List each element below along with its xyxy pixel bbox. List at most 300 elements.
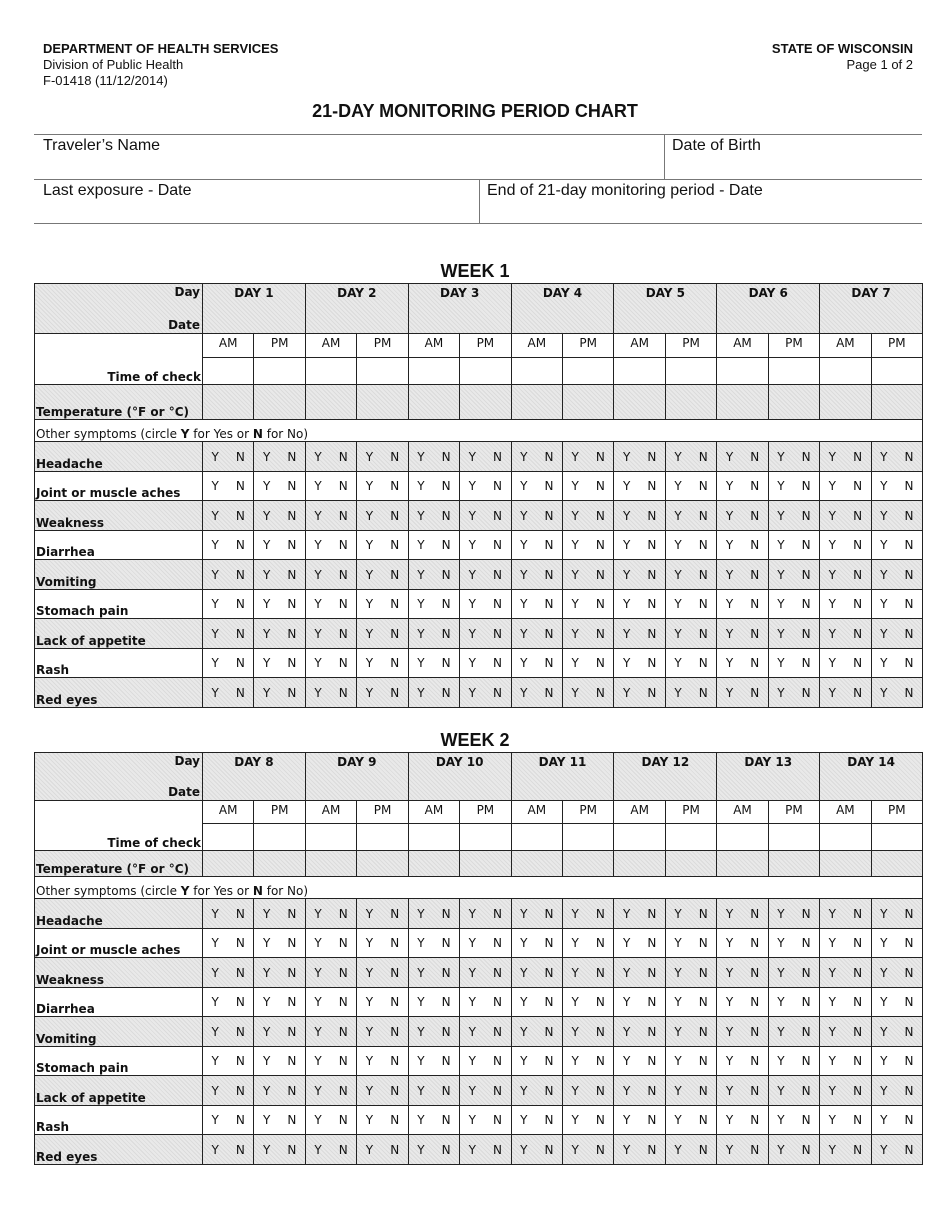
symptom-yes-no-cell[interactable] [254,619,305,649]
symptom-yes-no-cell[interactable] [203,1105,254,1135]
yes-option[interactable]: Y [262,656,271,671]
yes-option[interactable]: Y [417,538,425,553]
symptom-yes-no-cell[interactable] [203,648,254,678]
yes-option[interactable]: Y [828,1142,837,1157]
no-option[interactable]: N [750,626,760,641]
temperature-input[interactable] [254,851,305,877]
symptom-yes-no-cell[interactable] [871,619,922,649]
symptom-yes-no-cell[interactable] [665,1076,716,1106]
symptom-yes-no-cell[interactable] [203,899,254,929]
no-option[interactable]: N [338,538,348,553]
yes-option[interactable]: Y [725,685,734,700]
symptom-yes-no-cell[interactable] [357,619,408,649]
no-option[interactable]: N [853,508,863,523]
symptom-yes-no-cell[interactable] [871,678,922,708]
time-of-check-input[interactable] [820,824,871,851]
symptom-yes-no-cell[interactable] [614,678,665,708]
no-option[interactable]: N [287,567,297,582]
symptom-yes-no-cell[interactable] [871,1076,922,1106]
day-header[interactable]: DAY 13 [717,753,820,801]
symptom-yes-no-cell[interactable] [665,442,716,472]
symptom-yes-no-cell[interactable] [305,987,356,1017]
no-option[interactable]: N [904,1054,914,1069]
symptom-yes-no-cell[interactable] [614,501,665,531]
temperature-input[interactable] [820,385,871,420]
symptom-yes-no-cell[interactable] [871,1017,922,1047]
yes-option[interactable]: Y [828,1083,837,1098]
no-option[interactable]: N [493,479,503,494]
yes-option[interactable]: Y [622,906,631,921]
symptom-yes-no-cell[interactable] [357,1105,408,1135]
symptom-yes-no-cell[interactable] [563,589,614,619]
no-option[interactable]: N [801,567,811,582]
yes-option[interactable]: Y [417,685,425,700]
yes-option[interactable]: Y [674,479,682,494]
yes-option[interactable]: Y [520,1113,528,1128]
symptom-yes-no-cell[interactable] [563,530,614,560]
no-option[interactable]: N [338,685,348,700]
yes-option[interactable]: Y [880,995,888,1010]
symptom-yes-no-cell[interactable] [203,1017,254,1047]
yes-option[interactable]: Y [828,597,837,612]
no-option[interactable]: N [698,1024,708,1039]
symptom-yes-no-cell[interactable] [357,958,408,988]
day-header[interactable]: DAY 4 [511,284,614,334]
symptom-yes-no-cell[interactable] [511,1076,562,1106]
yes-option[interactable]: Y [365,685,374,700]
no-option[interactable]: N [287,1083,297,1098]
no-option[interactable]: N [750,995,760,1010]
symptom-yes-no-cell[interactable] [717,619,768,649]
symptom-yes-no-cell[interactable] [871,1046,922,1076]
no-option[interactable]: N [853,1024,863,1039]
yes-option[interactable]: Y [417,1083,425,1098]
no-option[interactable]: N [441,965,451,980]
yes-option[interactable]: Y [674,1142,682,1157]
yes-option[interactable]: Y [725,656,734,671]
time-of-check-input[interactable] [357,824,408,851]
yes-option[interactable]: Y [468,1024,476,1039]
temperature-input[interactable] [357,385,408,420]
time-of-check-input[interactable] [254,358,305,385]
time-of-check-input[interactable] [665,358,716,385]
no-option[interactable]: N [801,1113,811,1128]
no-option[interactable]: N [287,656,297,671]
yes-option[interactable]: Y [674,538,682,553]
symptom-yes-no-cell[interactable] [768,1017,819,1047]
symptom-yes-no-cell[interactable] [614,648,665,678]
symptom-yes-no-cell[interactable] [717,1046,768,1076]
yes-option[interactable]: Y [520,1083,528,1098]
symptom-yes-no-cell[interactable] [871,589,922,619]
yes-option[interactable]: Y [674,906,682,921]
yes-option[interactable]: Y [880,567,888,582]
symptom-yes-no-cell[interactable] [665,619,716,649]
yes-option[interactable]: Y [468,906,476,921]
no-option[interactable]: N [235,936,245,951]
yes-option[interactable]: Y [777,538,785,553]
yes-option[interactable]: Y [571,449,579,464]
yes-option[interactable]: Y [622,538,631,553]
symptom-yes-no-cell[interactable] [717,560,768,590]
symptom-yes-no-cell[interactable] [305,899,356,929]
yes-option[interactable]: Y [314,508,322,523]
yes-option[interactable]: Y [365,597,374,612]
symptom-yes-no-cell[interactable] [820,501,871,531]
symptom-yes-no-cell[interactable] [357,899,408,929]
no-option[interactable]: N [544,906,554,921]
no-option[interactable]: N [235,995,245,1010]
yes-option[interactable]: Y [314,965,322,980]
symptom-yes-no-cell[interactable] [871,501,922,531]
symptom-yes-no-cell[interactable] [305,648,356,678]
yes-option[interactable]: Y [674,508,682,523]
no-option[interactable]: N [338,1113,348,1128]
yes-option[interactable]: Y [880,685,888,700]
no-option[interactable]: N [801,995,811,1010]
no-option[interactable]: N [287,965,297,980]
symptom-yes-no-cell[interactable] [820,1046,871,1076]
time-of-check-input[interactable] [511,358,562,385]
no-option[interactable]: N [853,1142,863,1157]
no-option[interactable]: N [441,1113,451,1128]
symptom-yes-no-cell[interactable] [665,501,716,531]
no-option[interactable]: N [390,656,400,671]
symptom-yes-no-cell[interactable] [768,471,819,501]
yes-option[interactable]: Y [725,479,734,494]
temperature-input[interactable] [460,385,511,420]
no-option[interactable]: N [235,567,245,582]
symptom-yes-no-cell[interactable] [871,530,922,560]
yes-option[interactable]: Y [468,685,476,700]
yes-option[interactable]: Y [571,685,579,700]
no-option[interactable]: N [698,1054,708,1069]
symptom-yes-no-cell[interactable] [717,899,768,929]
yes-option[interactable]: Y [468,508,476,523]
no-option[interactable]: N [441,1024,451,1039]
yes-option[interactable]: Y [828,508,837,523]
symptom-yes-no-cell[interactable] [408,471,459,501]
symptom-yes-no-cell[interactable] [305,471,356,501]
no-option[interactable]: N [441,656,451,671]
no-option[interactable]: N [647,965,657,980]
yes-option[interactable]: Y [520,567,528,582]
symptom-yes-no-cell[interactable] [408,648,459,678]
no-option[interactable]: N [493,1054,503,1069]
no-option[interactable]: N [544,538,554,553]
symptom-yes-no-cell[interactable] [357,1135,408,1165]
symptom-yes-no-cell[interactable] [768,619,819,649]
no-option[interactable]: N [595,538,605,553]
no-option[interactable]: N [904,538,914,553]
no-option[interactable]: N [235,479,245,494]
symptom-yes-no-cell[interactable] [254,1017,305,1047]
no-option[interactable]: N [390,995,400,1010]
symptom-yes-no-cell[interactable] [717,530,768,560]
symptom-yes-no-cell[interactable] [717,471,768,501]
yes-option[interactable]: Y [880,1054,888,1069]
symptom-yes-no-cell[interactable] [511,589,562,619]
no-option[interactable]: N [853,567,863,582]
yes-option[interactable]: Y [674,936,682,951]
symptom-yes-no-cell[interactable] [665,560,716,590]
symptom-yes-no-cell[interactable] [768,1076,819,1106]
day-header[interactable]: DAY 2 [305,284,408,334]
no-option[interactable]: N [801,1142,811,1157]
date-of-birth-field[interactable]: Date of Birth [672,137,761,154]
day-header[interactable]: DAY 12 [614,753,717,801]
symptom-yes-no-cell[interactable] [460,442,511,472]
no-option[interactable]: N [698,685,708,700]
symptom-yes-no-cell[interactable] [563,1135,614,1165]
symptom-yes-no-cell[interactable] [460,987,511,1017]
time-of-check-input[interactable] [305,358,356,385]
temperature-input[interactable] [563,851,614,877]
symptom-yes-no-cell[interactable] [768,1046,819,1076]
temperature-input[interactable] [614,851,665,877]
yes-option[interactable]: Y [211,597,219,612]
symptom-yes-no-cell[interactable] [717,648,768,678]
yes-option[interactable]: Y [468,656,476,671]
symptom-yes-no-cell[interactable] [614,560,665,590]
temperature-input[interactable] [511,385,562,420]
symptom-yes-no-cell[interactable] [254,648,305,678]
no-option[interactable]: N [647,479,657,494]
no-option[interactable]: N [801,685,811,700]
no-option[interactable]: N [750,479,760,494]
yes-option[interactable]: Y [880,479,888,494]
yes-option[interactable]: Y [211,1024,219,1039]
no-option[interactable]: N [801,906,811,921]
yes-option[interactable]: Y [828,965,837,980]
no-option[interactable]: N [390,508,400,523]
no-option[interactable]: N [544,1142,554,1157]
yes-option[interactable]: Y [777,1054,785,1069]
no-option[interactable]: N [544,936,554,951]
symptom-yes-no-cell[interactable] [203,987,254,1017]
temperature-input[interactable] [768,851,819,877]
yes-option[interactable]: Y [828,538,837,553]
no-option[interactable]: N [698,479,708,494]
no-option[interactable]: N [801,656,811,671]
temperature-input[interactable] [203,385,254,420]
yes-option[interactable]: Y [468,538,476,553]
symptom-yes-no-cell[interactable] [460,1135,511,1165]
symptom-yes-no-cell[interactable] [717,987,768,1017]
no-option[interactable]: N [390,906,400,921]
yes-option[interactable]: Y [674,449,682,464]
no-option[interactable]: N [698,965,708,980]
symptom-yes-no-cell[interactable] [511,619,562,649]
yes-option[interactable]: Y [777,995,785,1010]
no-option[interactable]: N [390,567,400,582]
yes-option[interactable]: Y [211,965,219,980]
no-option[interactable]: N [493,508,503,523]
symptom-yes-no-cell[interactable] [871,987,922,1017]
yes-option[interactable]: Y [520,449,528,464]
symptom-yes-no-cell[interactable] [305,928,356,958]
yes-option[interactable]: Y [262,1113,271,1128]
no-option[interactable]: N [338,995,348,1010]
symptom-yes-no-cell[interactable] [408,678,459,708]
yes-option[interactable]: Y [571,965,579,980]
no-option[interactable]: N [698,567,708,582]
yes-option[interactable]: Y [622,656,631,671]
yes-option[interactable]: Y [314,1024,322,1039]
day-header[interactable]: DAY 5 [614,284,717,334]
no-option[interactable]: N [801,1054,811,1069]
yes-option[interactable]: Y [520,1024,528,1039]
no-option[interactable]: N [595,906,605,921]
yes-option[interactable]: Y [622,449,631,464]
symptom-yes-no-cell[interactable] [357,442,408,472]
yes-option[interactable]: Y [520,508,528,523]
no-option[interactable]: N [853,597,863,612]
no-option[interactable]: N [853,936,863,951]
symptom-yes-no-cell[interactable] [305,619,356,649]
yes-option[interactable]: Y [262,1054,271,1069]
symptom-yes-no-cell[interactable] [871,471,922,501]
no-option[interactable]: N [493,1024,503,1039]
symptom-yes-no-cell[interactable] [357,987,408,1017]
no-option[interactable]: N [853,479,863,494]
yes-option[interactable]: Y [880,1113,888,1128]
symptom-yes-no-cell[interactable] [254,1076,305,1106]
symptom-yes-no-cell[interactable] [254,1046,305,1076]
symptom-yes-no-cell[interactable] [768,678,819,708]
no-option[interactable]: N [544,965,554,980]
symptom-yes-no-cell[interactable] [871,560,922,590]
no-option[interactable]: N [698,1083,708,1098]
no-option[interactable]: N [235,685,245,700]
no-option[interactable]: N [595,936,605,951]
symptom-yes-no-cell[interactable] [254,987,305,1017]
symptom-yes-no-cell[interactable] [305,530,356,560]
no-option[interactable]: N [493,1083,503,1098]
end-monitoring-date-field[interactable]: End of 21-day monitoring period - Date [487,182,763,199]
no-option[interactable]: N [595,508,605,523]
yes-option[interactable]: Y [880,1083,888,1098]
no-option[interactable]: N [750,567,760,582]
travelers-name-field[interactable]: Traveler’s Name [43,137,161,154]
yes-option[interactable]: Y [571,508,579,523]
no-option[interactable]: N [647,906,657,921]
symptom-yes-no-cell[interactable] [511,1105,562,1135]
symptom-yes-no-cell[interactable] [357,678,408,708]
symptom-yes-no-cell[interactable] [254,899,305,929]
no-option[interactable]: N [698,995,708,1010]
no-option[interactable]: N [493,597,503,612]
no-option[interactable]: N [390,449,400,464]
symptom-yes-no-cell[interactable] [254,678,305,708]
symptom-yes-no-cell[interactable] [820,648,871,678]
yes-option[interactable]: Y [365,656,374,671]
yes-option[interactable]: Y [571,626,579,641]
no-option[interactable]: N [853,538,863,553]
symptom-yes-no-cell[interactable] [768,648,819,678]
no-option[interactable]: N [750,685,760,700]
time-of-check-input[interactable] [460,824,511,851]
symptom-yes-no-cell[interactable] [511,560,562,590]
no-option[interactable]: N [390,538,400,553]
no-option[interactable]: N [801,538,811,553]
symptom-yes-no-cell[interactable] [408,530,459,560]
no-option[interactable]: N [647,995,657,1010]
yes-option[interactable]: Y [725,1142,734,1157]
yes-option[interactable]: Y [828,936,837,951]
no-option[interactable]: N [544,479,554,494]
day-header[interactable]: DAY 6 [717,284,820,334]
symptom-yes-no-cell[interactable] [768,987,819,1017]
yes-option[interactable]: Y [622,1054,631,1069]
symptom-yes-no-cell[interactable] [717,678,768,708]
symptom-yes-no-cell[interactable] [460,589,511,619]
yes-option[interactable]: Y [314,906,322,921]
symptom-yes-no-cell[interactable] [408,1105,459,1135]
yes-option[interactable]: Y [365,567,374,582]
symptom-yes-no-cell[interactable] [254,1105,305,1135]
symptom-yes-no-cell[interactable] [408,1017,459,1047]
symptom-yes-no-cell[interactable] [357,501,408,531]
no-option[interactable]: N [235,1024,245,1039]
no-option[interactable]: N [390,1024,400,1039]
symptom-yes-no-cell[interactable] [254,530,305,560]
yes-option[interactable]: Y [828,1113,837,1128]
yes-option[interactable]: Y [777,508,785,523]
yes-option[interactable]: Y [777,936,785,951]
no-option[interactable]: N [544,1024,554,1039]
yes-option[interactable]: Y [725,1113,734,1128]
yes-option[interactable]: Y [417,995,425,1010]
yes-option[interactable]: Y [674,656,682,671]
symptom-yes-no-cell[interactable] [460,1017,511,1047]
no-option[interactable]: N [390,1142,400,1157]
symptom-yes-no-cell[interactable] [203,1135,254,1165]
yes-option[interactable]: Y [725,1054,734,1069]
yes-option[interactable]: Y [622,479,631,494]
no-option[interactable]: N [647,1142,657,1157]
yes-option[interactable]: Y [880,597,888,612]
yes-option[interactable]: Y [262,995,271,1010]
symptom-yes-no-cell[interactable] [717,501,768,531]
symptom-yes-no-cell[interactable] [563,560,614,590]
time-of-check-input[interactable] [563,824,614,851]
yes-option[interactable]: Y [571,995,579,1010]
no-option[interactable]: N [595,1024,605,1039]
symptom-yes-no-cell[interactable] [203,589,254,619]
no-option[interactable]: N [647,597,657,612]
no-option[interactable]: N [441,1054,451,1069]
symptom-yes-no-cell[interactable] [460,928,511,958]
no-option[interactable]: N [801,936,811,951]
day-header[interactable]: DAY 10 [408,753,511,801]
no-option[interactable]: N [235,1142,245,1157]
yes-option[interactable]: Y [725,449,734,464]
no-option[interactable]: N [904,936,914,951]
yes-option[interactable]: Y [828,449,837,464]
symptom-yes-no-cell[interactable] [357,589,408,619]
yes-option[interactable]: Y [314,626,322,641]
symptom-yes-no-cell[interactable] [614,1105,665,1135]
no-option[interactable]: N [390,685,400,700]
no-option[interactable]: N [493,906,503,921]
yes-option[interactable]: Y [725,965,734,980]
yes-option[interactable]: Y [828,995,837,1010]
no-option[interactable]: N [698,508,708,523]
symptom-yes-no-cell[interactable] [871,899,922,929]
yes-option[interactable]: Y [622,965,631,980]
yes-option[interactable]: Y [622,1113,631,1128]
